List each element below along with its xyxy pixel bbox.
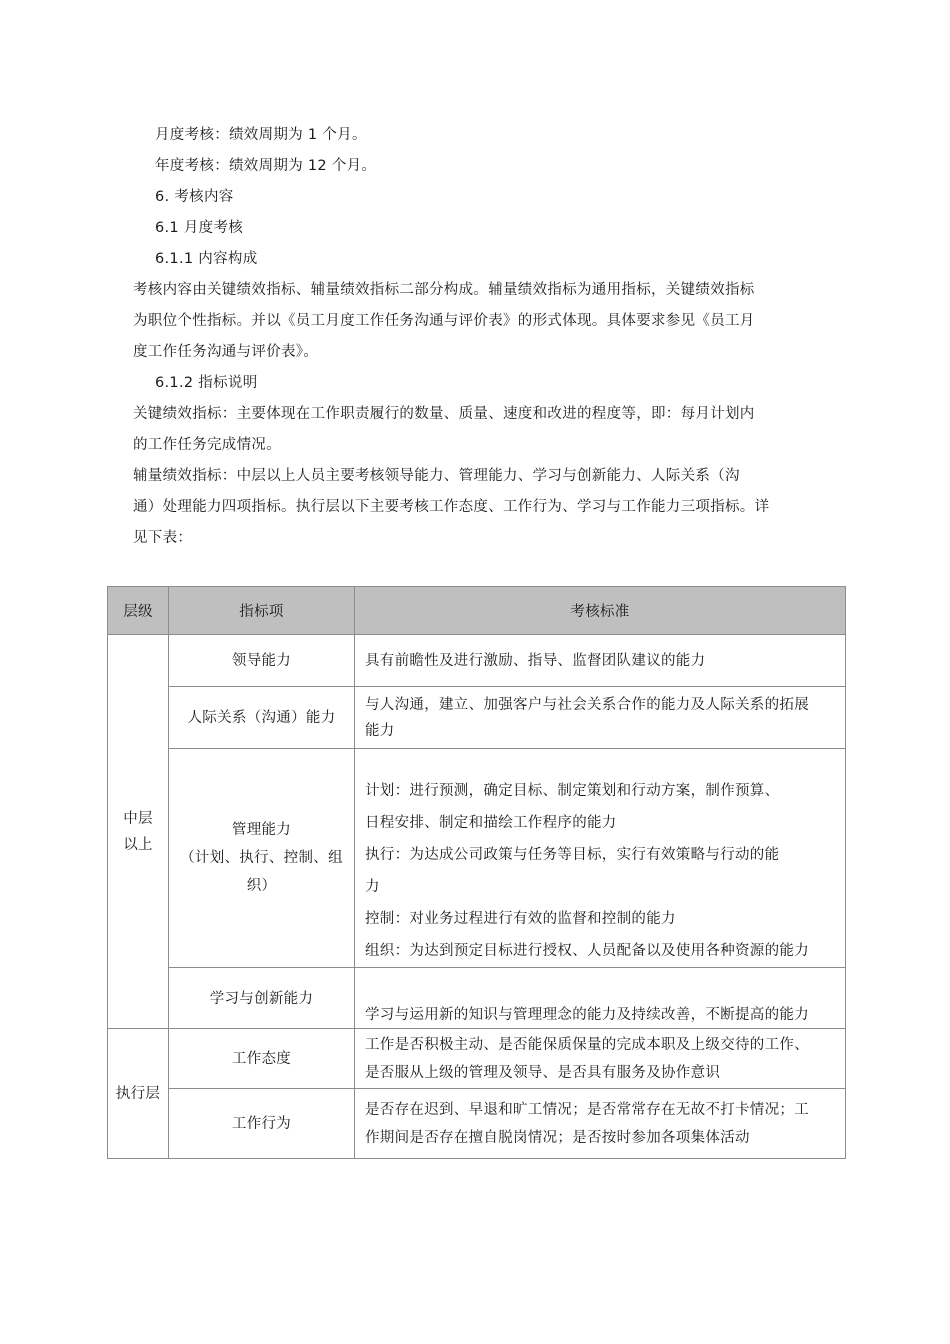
row-item: 领导能力 xyxy=(169,635,355,687)
level-middle: 中层 以上 xyxy=(108,635,169,1029)
table-row xyxy=(108,968,846,1029)
text-line: 考核内容由关键绩效指标、辅量绩效指标二部分构成。辅量绩效指标为通用指标，关键绩效指标 xyxy=(133,282,755,298)
section-heading: 6. 考核内容 xyxy=(155,189,234,205)
section-heading: 6.1.1 内容构成 xyxy=(155,251,258,267)
table-row xyxy=(108,1029,846,1089)
header-standard: 考核标准 xyxy=(355,587,846,635)
row-item: 管理能力 （计划、执行、控制、组 织） xyxy=(169,749,355,968)
text-line: 的工作任务完成情况。 xyxy=(133,437,281,453)
text-line: 年度考核：绩效周期为 12 个月。 xyxy=(155,158,377,174)
row-standard: 计划：进行预测，确定目标、制定策划和行动方案，制作预算、 日程安排、制定和描绘工作程序的能力 执行：为达成公司政策与任务等目标，实行有效策略与行动的能 力 控制：对业务过程进行有效的监督和控制的能力 组织：为达到预定目标进行授权、人员配备以及使用各种资源的能力 xyxy=(355,749,846,968)
text-line: 见下表： xyxy=(133,530,193,546)
row-standard: 学习与运用新的知识与管理理念的能力及持续改善，不断提高的能力 xyxy=(355,968,846,1029)
section-heading: 6.1 月度考核 xyxy=(155,220,244,236)
row-item: 人际关系（沟通）能力 xyxy=(169,687,355,749)
level-exec: 执行层 xyxy=(108,1029,169,1159)
criteria-table xyxy=(107,586,846,1159)
table-row xyxy=(108,635,846,687)
row-item: 工作行为 xyxy=(169,1089,355,1159)
intro-text xyxy=(133,120,845,554)
table-header-row xyxy=(108,587,846,635)
section-heading: 6.1.2 指标说明 xyxy=(155,375,258,391)
text-line: 辅量绩效指标：中层以上人员主要考核领导能力、管理能力、学习与创新能力、人际关系（沟 xyxy=(133,468,740,484)
header-level: 层级 xyxy=(108,587,169,635)
row-item: 学习与创新能力 xyxy=(169,968,355,1029)
text-line: 关键绩效指标：主要体现在工作职责履行的数量、质量、速度和改进的程度等，即：每月计划内 xyxy=(133,406,755,422)
header-item: 指标项 xyxy=(169,587,355,635)
table-row xyxy=(108,749,846,968)
row-standard: 具有前瞻性及进行激励、指导、监督团队建议的能力 xyxy=(355,635,846,687)
row-standard: 是否存在迟到、早退和旷工情况；是否常常存在无故不打卡情况；工 作期间是否存在擅自脱岗情况；是否按时参加各项集体活动 xyxy=(355,1089,846,1159)
text-line: 度工作任务沟通与评价表》。 xyxy=(133,344,319,360)
text-line: 通）处理能力四项指标。执行层以下主要考核工作态度、工作行为、学习与工作能力三项指标。详 xyxy=(133,499,770,515)
row-item: 工作态度 xyxy=(169,1029,355,1089)
row-standard: 工作是否积极主动、是否能保质保量的完成本职及上级交待的工作、 是否服从上级的管理及领导、是否具有服务及协作意识 xyxy=(355,1029,846,1089)
text-line: 月度考核：绩效周期为 1 个月。 xyxy=(155,127,367,143)
text-line: 为职位个性指标。并以《员工月度工作任务沟通与评价表》的形式体现。具体要求参见《员工月 xyxy=(133,313,755,329)
table-row xyxy=(108,1089,846,1159)
table-row xyxy=(108,687,846,749)
row-standard: 与人沟通，建立、加强客户与社会关系合作的能力及人际关系的拓展 能力 xyxy=(355,687,846,749)
